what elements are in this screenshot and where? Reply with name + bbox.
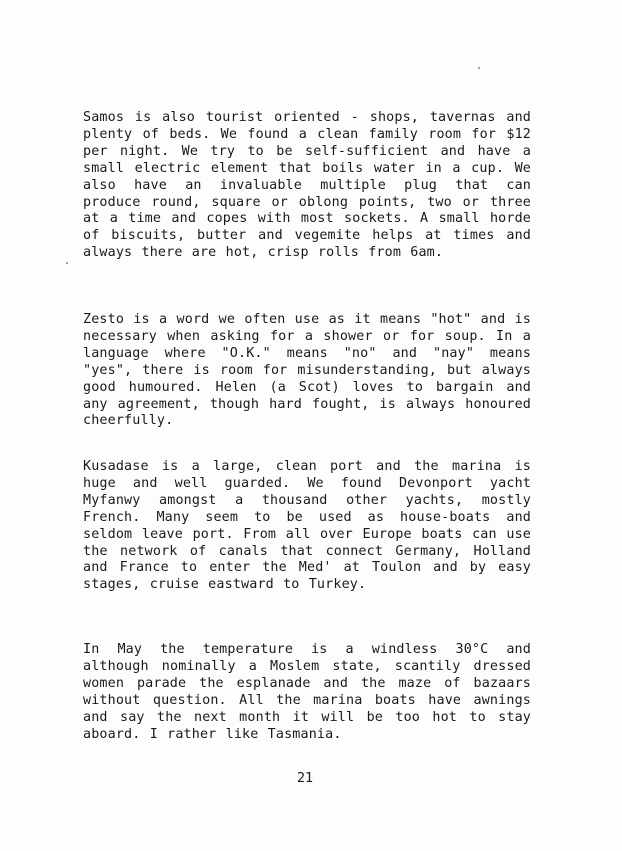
paragraph-kusadase: Kusadase is a large, clean port and the marina is huge and well guarded. We found Devonport yacht Myfanwy amongst a thousand other yachts, mostly French. Many seem to be used as house-boats and seldom leave port. From all over Europe boats can use the network of canals that connect Germany, Holland and France to enter the Med' at Toulon and by easy stages, cruise eastward to Turkey. [83,459,531,593]
page-number: 21 [296,771,314,786]
paragraph-may-temperature: In May the temperature is a windless 30°C and although nominally a Moslem state, scantily dressed women parade the esplanade and the maze of bazaars without question. All the marina boats have awnings and say the next month it will be too hot to stay aboard. I rather like Tasmania. [83,642,531,742]
scan-speck [66,262,68,264]
paragraph-samos: Samos is also tourist oriented - shops, tavernas and plenty of beds. We found a clean family room for $12 per night. We try to be self-sufficient and have a small electric element that boils water in a cup. We also have an invaluable multiple plug that can produce round, square or oblong points, two or three at a time and copes with most sockets. A small horde of biscuits, butter and vegemite helps at times and always there are hot, crisp rolls from 6am. [83,110,531,261]
scan-speck [478,67,480,69]
paragraph-zesto: Zesto is a word we often use as it means "hot" and is necessary when asking for a shower or for soup. In a language where "O.K." means "no" and "nay" means "yes", there is room for misunderstanding, but always good humoured. Helen (a Scot) loves to bargain and any agreement, though hard fought, is always honoured cheerfully. [83,312,531,429]
